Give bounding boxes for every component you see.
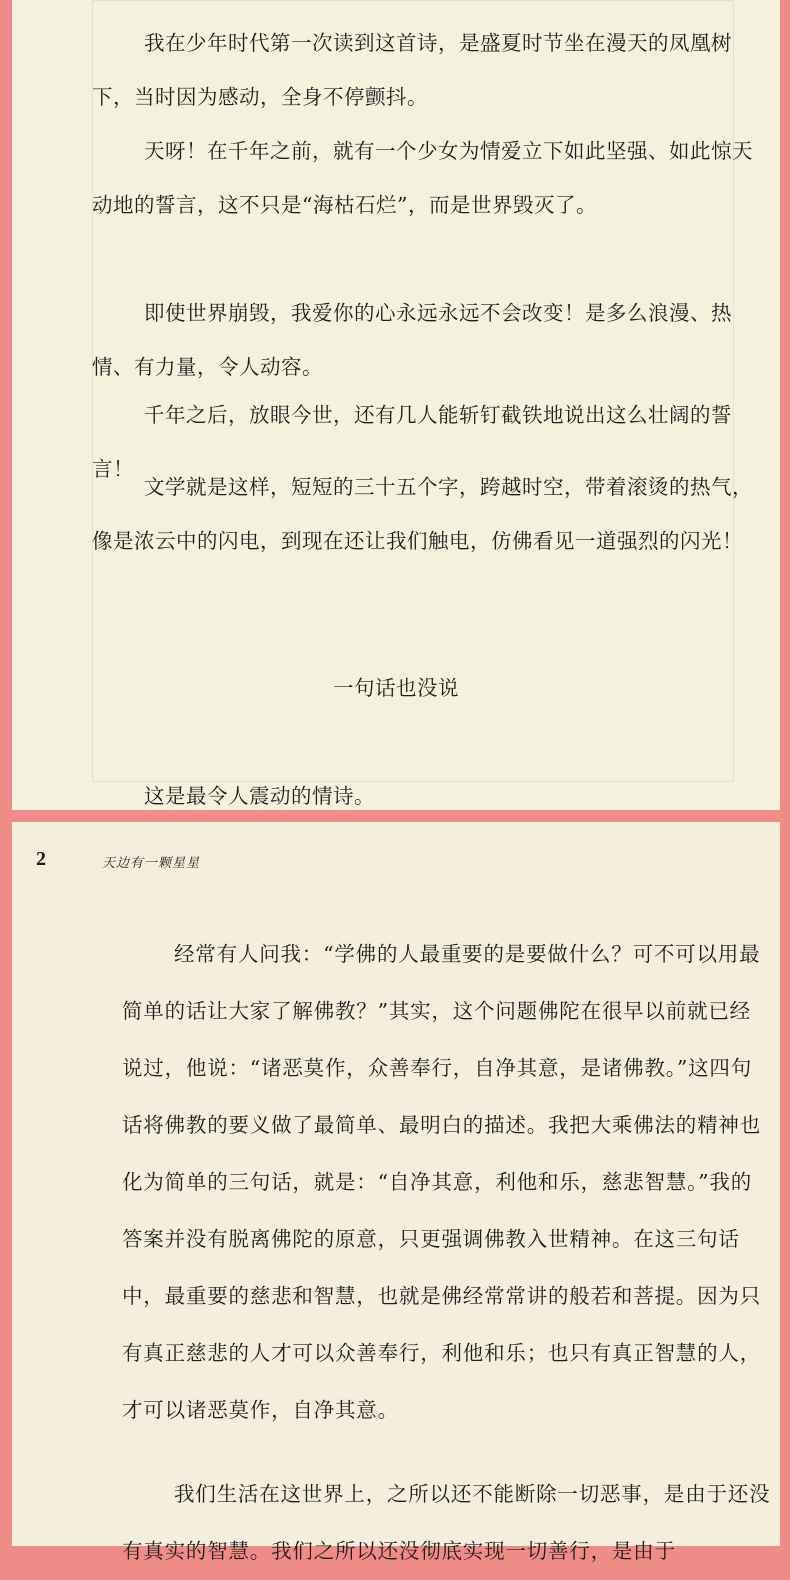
paragraph-2: 天呀！在千年之前，就有一个少女为情爱立下如此坚强、如此惊天动地的誓言，这不只是“海枯石烂”，而是世界毁灭了。	[92, 139, 753, 217]
paragraph-3: 即使世界崩毁，我爱你的心永远永远不会改变！是多么浪漫、热情、有力量，令人动容。	[92, 301, 732, 379]
paragraph-6: 这是最令人震动的情诗。	[144, 784, 375, 808]
paragraph-4: 千年之后，放眼今世，还有几人能斩钉截铁地说出这么壮阔的誓言！	[92, 403, 732, 481]
running-head: 天边有一颗星星	[102, 856, 201, 871]
paragraph-1: 我在少年时代第一次读到这首诗，是盛夏时节坐在漫天的凤凰树下，当时因为感动，全身不停颤抖。	[92, 31, 732, 109]
paragraph-5: 文学就是这样，短短的三十五个字，跨越时空，带着滚烫的热气，像是浓云中的闪电，到现在还让我们触电，仿佛看见一道强烈的闪光！	[92, 475, 753, 553]
page-number: 2	[36, 848, 46, 870]
section-heading: 一句话也没说	[333, 676, 459, 700]
top-page	[12, 0, 780, 810]
body-paragraph-2: 我们生活在这世界上，之所以还不能断除一切恶事，是由于还没有真实的智慧。我们之所以还没彻底实现一切善行，是由于	[122, 1482, 771, 1563]
bottom-page	[12, 822, 780, 1563]
body-paragraph-1: 经常有人问我：“学佛的人最重要的是要做什么？可不可以用最简单的话让大家了解佛教？”其实，这个问题佛陀在很早以前就已经说过，他说：“诸恶莫作，众善奉行，自净其意，是诸佛教。”这四句话将佛教的要义做了最简单、最明白的描述。我把大乘佛法的精神也化为简单的三句话，就是：“自净其意，利他和乐，慈悲智慧。”我的答案并没有脱离佛陀的原意，只更强调佛教入世精神。在这三句话中，最重要的慈悲和智慧，也就是佛经常常讲的般若和菩提。因为只有真正慈悲的人才可以众善奉行，利他和乐；也只有真正智慧的人，才可以诸恶莫作，自净其意。	[122, 942, 761, 1422]
